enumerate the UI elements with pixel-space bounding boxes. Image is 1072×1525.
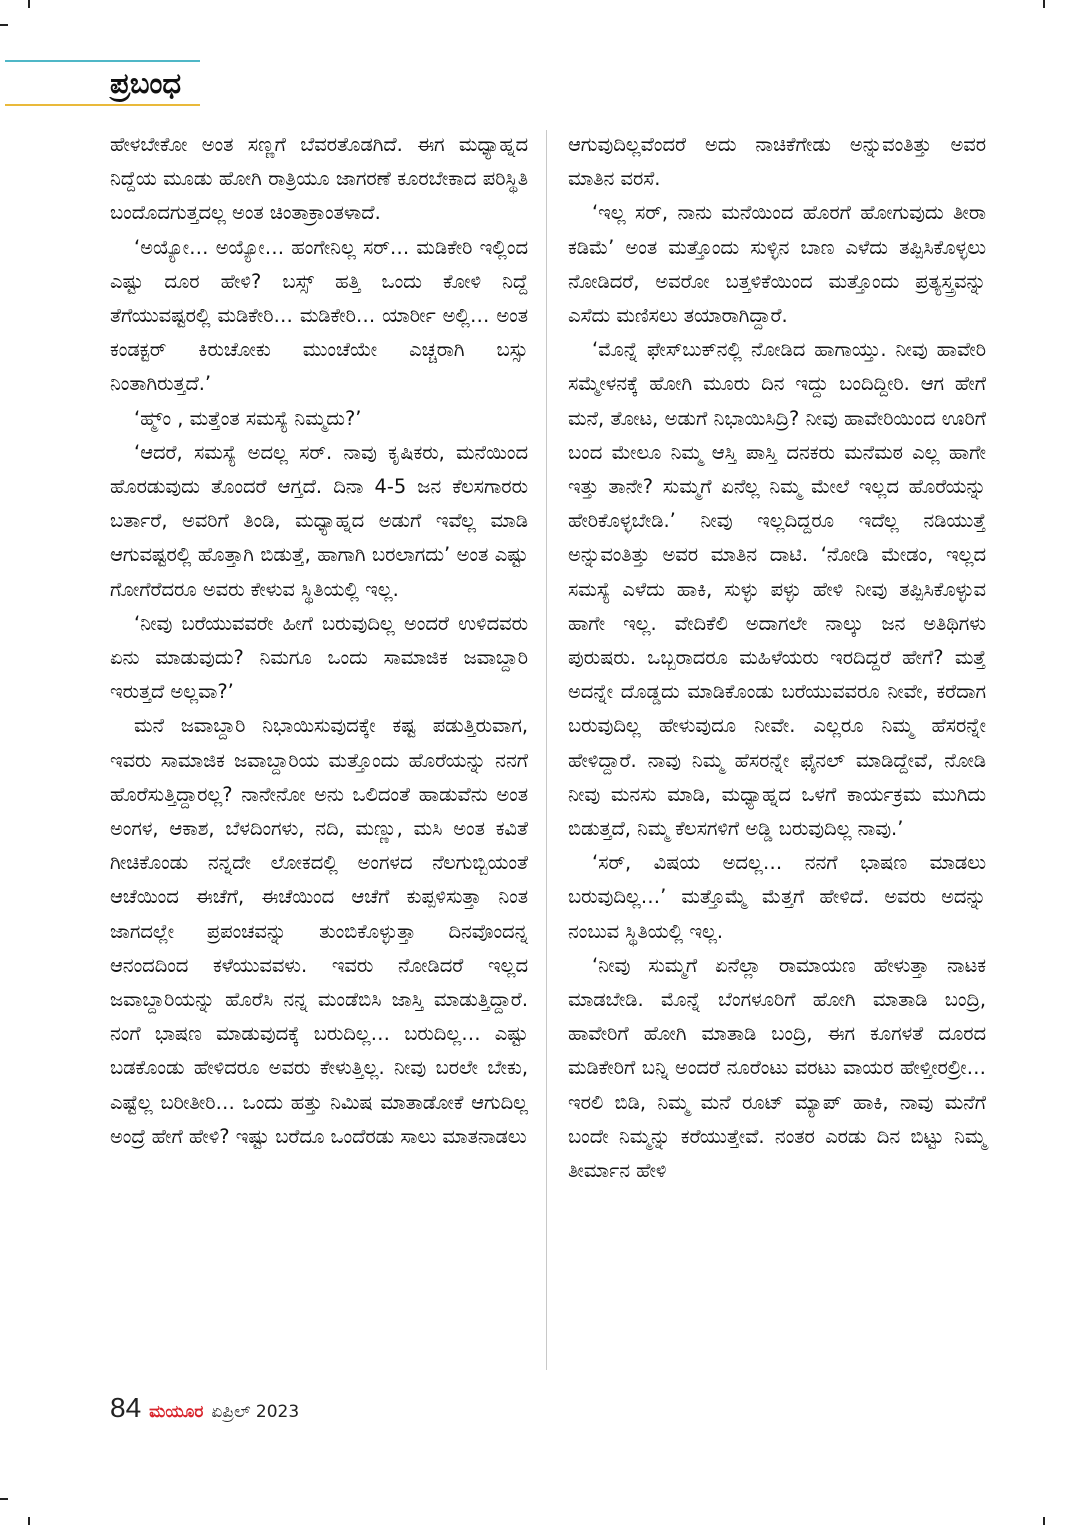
article-paragraph: ‘ಸರ್, ವಿಷಯ ಅದಲ್ಲ… ನನಗೆ ಭಾಷಣ ಮಾಡಲು ಬರುವುದಿಲ್ಲ…’ ಮತ್ತೊಮ್ಮೆ ಮೆತ್ತಗೆ ಹೇಳಿದೆ. ಅವರು ಅದನ್ನು ನಂಬುವ ಸ್ಥಿತಿಯಲ್ಲಿ ಇಲ್ಲ. [568,851,986,943]
article-paragraph: ಹೇಳಬೇಕೋ ಅಂತ ಸಣ್ಣಗೆ ಬೆವರತೊಡಗಿದೆ. ಈಗ ಮಧ್ಯಾಹ್ನದ ನಿದ್ದೆಯ ಮೂಡು ಹೋಗಿ ರಾತ್ರಿಯೂ ಜಾಗರಣೆ ಕೂರಬೇಕಾದ ಪರಿಸ್ಥಿತಿ ಬಂದೊದಗುತ್ತದಲ್ಲ ಅಂತ ಚಿಂತಾಕ್ರಾಂತಳಾದೆ. [110,133,528,225]
magazine-logo: ಮಯೂರ [149,1402,204,1422]
article-paragraph: ‘ಮೊನ್ನೆ ಫೇಸ್‌ಬುಕ್‌ನಲ್ಲಿ ನೋಡಿದ ಹಾಗಾಯ್ತು. ನೀವು ಹಾವೇರಿ ಸಮ್ಮೇಳನಕ್ಕೆ ಹೋಗಿ ಮೂರು ದಿನ ಇದ್ದು ಬಂದಿದ್ದೀರಿ. ಆಗ ಹೇಗೆ ಮನೆ, ತೋಟ, ಅಡುಗೆ ನಿಭಾಯಿಸಿದ್ರಿ? ನೀವು ಹಾವೇರಿಯಿಂದ ಊರಿಗೆ ಬಂದ ಮೇಲೂ ನಿಮ್ಮ ಆಸ್ತಿ ಪಾಸ್ತಿ ದನಕರು ಮನೆಮಠ ಎಲ್ಲ ಹಾಗೇ ಇತ್ತು ತಾನೇ? ಸುಮ್ಮಗೆ ಏನೆಲ್ಲ ನಿಮ್ಮ ಮೇಲೆ ಇಲ್ಲದ ಹೊರೆಯನ್ನು ಹೇರಿಕೊಳ್ಳಬೇಡಿ.’ ನೀವು ಇಲ್ಲದಿದ್ದರೂ ಇದೆಲ್ಲ ನಡಿಯುತ್ತೆ ಅನ್ನುವಂತಿತ್ತು ಅವರ ಮಾತಿನ ದಾಟಿ. ‘ನೋಡಿ ಮೇಡಂ, ಇಲ್ಲದ ಸಮಸ್ಯೆ ಎಳೆದು ಹಾಕಿ, ಸುಳ್ಳು ಪಳ್ಳು ಹೇಳಿ ನೀವು ತಪ್ಪಿಸಿಕೊಳ್ಳುವ ಹಾಗೇ ಇಲ್ಲ. ವೇದಿಕೆಲಿ ಅದಾಗಲೇ ನಾಲ್ಕು ಜನ ಅತಿಥಿಗಳು ಪುರುಷರು. ಒಬ್ಬರಾದರೂ ಮಹಿಳೆಯರು ಇರದಿದ್ದರೆ ಹೇಗೆ? ಮತ್ತೆ ಅದನ್ನೇ ದೊಡ್ಡದು ಮಾಡಿಕೊಂಡು ಬರೆಯುವವರೂ ನೀವೇ, ಕರೆದಾಗ ಬರುವುದಿಲ್ಲ ಹೇಳುವುದೂ ನೀವೇ. ಎಲ್ಲರೂ ನಿಮ್ಮ ಹೆಸರನ್ನೇ ಹೇಳಿದ್ದಾರೆ. ನಾವು ನಿಮ್ಮ ಹೆಸರನ್ನೇ ಫೈನಲ್ ಮಾಡಿದ್ದೇವೆ, ನೋಡಿ ನೀವು ಮನಸು ಮಾಡಿ, ಮಧ್ಯಾಹ್ನದ ಒಳಗೆ ಕಾರ್ಯಕ್ರಮ ಮುಗಿದು ಬಿಡುತ್ತದೆ, ನಿಮ್ಮ ಕೆಲಸಗಳಿಗೆ ಅಡ್ಡಿ ಬರುವುದಿಲ್ಲ ನಾವು.’ [568,338,986,841]
page-footer [110,1392,299,1424]
crop-mark [0,24,8,26]
column-divider [546,130,547,1370]
article-paragraph: ‘ನೀವು ಸುಮ್ಮಗೆ ಏನೆಲ್ಲಾ ರಾಮಾಯಣ ಹೇಳುತ್ತಾ ನಾಟಕ ಮಾಡಬೇಡಿ. ಮೊನ್ನೆ ಬೆಂಗಳೂರಿಗೆ ಹೋಗಿ ಮಾತಾಡಿ ಬಂದ್ರಿ, ಹಾವೇರಿಗೆ ಹೋಗಿ ಮಾತಾಡಿ ಬಂದ್ರಿ, ಈಗ ಕೂಗಳತೆ ದೂರದ ಮಡಿಕೇರಿಗೆ ಬನ್ನಿ ಅಂದರೆ ನೂರೆಂಟು ವರಟು ವಾಯರ ಹೇಳ್ತೀರಲ್ರೀ… ಇರಲಿ ಬಿಡಿ, ನಿಮ್ಮ ಮನೆ ರೂಟ್ ಮ್ಯಾಪ್ ಹಾಕಿ, ನಾವು ಮನೆಗೆ ಬಂದೇ ನಿಮ್ಮನ್ನು ಕರೆಯುತ್ತೇವೆ. ನಂತರ ಎರಡು ದಿನ ಬಿಟ್ಟು ನಿಮ್ಮ ತೀರ್ಮಾನ ಹೇಳಿ [568,953,986,1183]
article-paragraph: ಆಗುವುದಿಲ್ಲವೆಂದರೆ ಅದು ನಾಚಿಕೆಗೇಡು ಅನ್ನುವಂತಿತ್ತು ಅವರ ಮಾತಿನ ವರಸೆ. [568,133,986,191]
issue-date: ಏಪ್ರಿಲ್ 2023 [211,1402,300,1422]
article-paragraph: ‘ಆದರೆ, ಸಮಸ್ಯೆ ಅದಲ್ಲ ಸರ್. ನಾವು ಕೃಷಿಕರು, ಮನೆಯಿಂದ ಹೊರಡುವುದು ತೊಂದರೆ ಆಗ್ತದೆ. ದಿನಾ 4-5 ಜನ ಕೆಲಸಗಾರರು ಬರ್ತಾರೆ, ಅವರಿಗೆ ತಿಂಡಿ, ಮಧ್ಯಾಹ್ನದ ಅಡುಗೆ ಇವೆಲ್ಲ ಮಾಡಿ ಆಗುವಷ್ಟರಲ್ಲಿ ಹೊತ್ತಾಗಿ ಬಿಡುತ್ತೆ, ಹಾಗಾಗಿ ಬರಲಾಗದು’ ಅಂತ ಎಷ್ಟು ಗೋಗೆರೆದರೂ ಅವರು ಕೇಳುವ ಸ್ಥಿತಿಯಲ್ಲಿ ಇಲ್ಲ. [110,440,528,601]
crop-mark [1043,1517,1045,1525]
crop-mark [0,1498,8,1500]
article-paragraph: ‘ಇಲ್ಲ ಸರ್, ನಾನು ಮನೆಯಿಂದ ಹೊರಗೆ ಹೋಗುವುದು ತೀರಾ ಕಡಿಮೆ’ ಅಂತ ಮತ್ತೊಂದು ಸುಳ್ಳಿನ ಬಾಣ ಎಳೆದು ತಪ್ಪಿಸಿಕೊಳ್ಳಲು ನೋಡಿದರೆ, ಅವರೋ ಬತ್ತಳಿಕೆಯಿಂದ ಮತ್ತೊಂದು ಪ್ರತ್ಯಸ್ತ್ರವನ್ನು ಎಸೆದು ಮಣಿಸಲು ತಯಾರಾಗಿದ್ದಾರೆ. [568,201,986,328]
section-title: ಪ್ರಬಂಧ [110,66,182,100]
crop-mark [28,0,30,8]
article-paragraph: ‘ಹ್ಮ್ಂ , ಮತ್ತೆಂತ ಸಮಸ್ಯೆ ನಿಮ್ಮದು?’ [134,406,362,430]
article-paragraph: ‘ನೀವು ಬರೆಯುವವರೇ ಹೀಗೆ ಬರುವುದಿಲ್ಲ ಅಂದರೆ ಉಳಿದವರು ಏನು ಮಾಡುವುದು? ನಿಮಗೂ ಒಂದು ಸಾಮಾಜಿಕ ಜವಾಬ್ದಾರಿ ಇರುತ್ತದೆ ಅಲ್ಲವಾ?’ [110,611,528,704]
article-paragraph: ಮನೆ ಜವಾಬ್ದಾರಿ ನಿಭಾಯಿಸುವುದಕ್ಕೇ ಕಷ್ಟ ಪಡುತ್ತಿರುವಾಗ, ಇವರು ಸಾಮಾಜಿಕ ಜವಾಬ್ದಾರಿಯ ಮತ್ತೊಂದು ಹೊರೆಯನ್ನು ನನಗೆ ಹೊರೆಸುತ್ತಿದ್ದಾರಲ್ಲ? ನಾನೇನೋ ಅನು ಒಲಿದಂತೆ ಹಾಡುವೆನು ಅಂತ ಅಂಗಳ, ಆಕಾಶ, ಬೆಳದಿಂಗಳು, ನದಿ, ಮಣ್ಣು, ಮಸಿ ಅಂತ ಕವಿತೆ ಗೀಚಿಕೊಂಡು ನನ್ನದೇ ಲೋಕದಲ್ಲಿ ಅಂಗಳದ ನೆಲಗುಬ್ಬಿಯಂತೆ ಆಚೆಯಿಂದ ಈಚೆಗೆ, ಈಚೆಯಿಂದ ಆಚೆಗೆ ಕುಪ್ಪಳಿಸುತ್ತಾ ನಿಂತ ಜಾಗದಲ್ಲೇ ಪ್ರಪಂಚವನ್ನು ತುಂಬಿಕೊಳ್ಳುತ್ತಾ ದಿನವೊಂದನ್ನ ಆನಂದದಿಂದ ಕಳೆಯುವವಳು. ಇವರು ನೋಡಿದರೆ ಇಲ್ಲದ ಜವಾಬ್ದಾರಿಯನ್ನು ಹೊರೆಸಿ ನನ್ನ ಮಂಡೆಬಿಸಿ ಜಾಸ್ತಿ ಮಾಡುತ್ತಿದ್ದಾರೆ. ನಂಗೆ ಭಾಷಣ ಮಾಡುವುದಕ್ಕೆ ಬರುದಿಲ್ಲ… ಬರುದಿಲ್ಲ… ಎಷ್ಟು ಬಡಕೊಂಡು ಹೇಳಿದರೂ ಅವರು ಕೇಳುತ್ತಿಲ್ಲ. ನೀವು ಬರಲೇ ಬೇಕು, ಎಷ್ಟೆಲ್ಲ ಬರೀತೀರಿ… ಒಂದು ಹತ್ತು ನಿಮಿಷ ಮಾತಾಡೋಕೆ ಆಗುದಿಲ್ಲ ಅಂದ್ರೆ ಹೇಗೆ ಹೇಳಿ? ಇಷ್ಟು ಬರೆದೂ ಒಂದೆರಡು ಸಾಲು ಮಾತನಾಡಲು [110,714,528,1148]
section-header-rule-top [5,60,200,62]
page-number: 84 [110,1392,142,1423]
article-column-left [110,128,528,1154]
crop-mark [28,1517,30,1525]
section-header-rule-bottom [5,104,200,106]
article-column-right [568,128,986,1188]
article-paragraph: ‘ಅಯ್ಯೋ… ಅಯ್ಯೋ… ಹಂಗೇನಿಲ್ಲ ಸರ್… ಮಡಿಕೇರಿ ಇಲ್ಲಿಂದ ಎಷ್ಟು ದೂರ ಹೇಳಿ? ಬಸ್ಸ್ ಹತ್ತಿ ಒಂದು ಕೋಳಿ ನಿದ್ದೆ ತೆಗೆಯುವಷ್ಟರಲ್ಲಿ ಮಡಿಕೇರಿ… ಮಡಿಕೇರಿ… ಯಾರ್ರೀ ಅಲ್ಲಿ… ಅಂತ ಕಂಡಕ್ಟರ್ ಕಿರುಚೋಕು ಮುಂಚೆಯೇ ಎಚ್ಚರಾಗಿ ಬಸ್ಸು ನಿಂತಾಗಿರುತ್ತದೆ.’ [110,235,528,396]
crop-mark [1043,0,1045,8]
